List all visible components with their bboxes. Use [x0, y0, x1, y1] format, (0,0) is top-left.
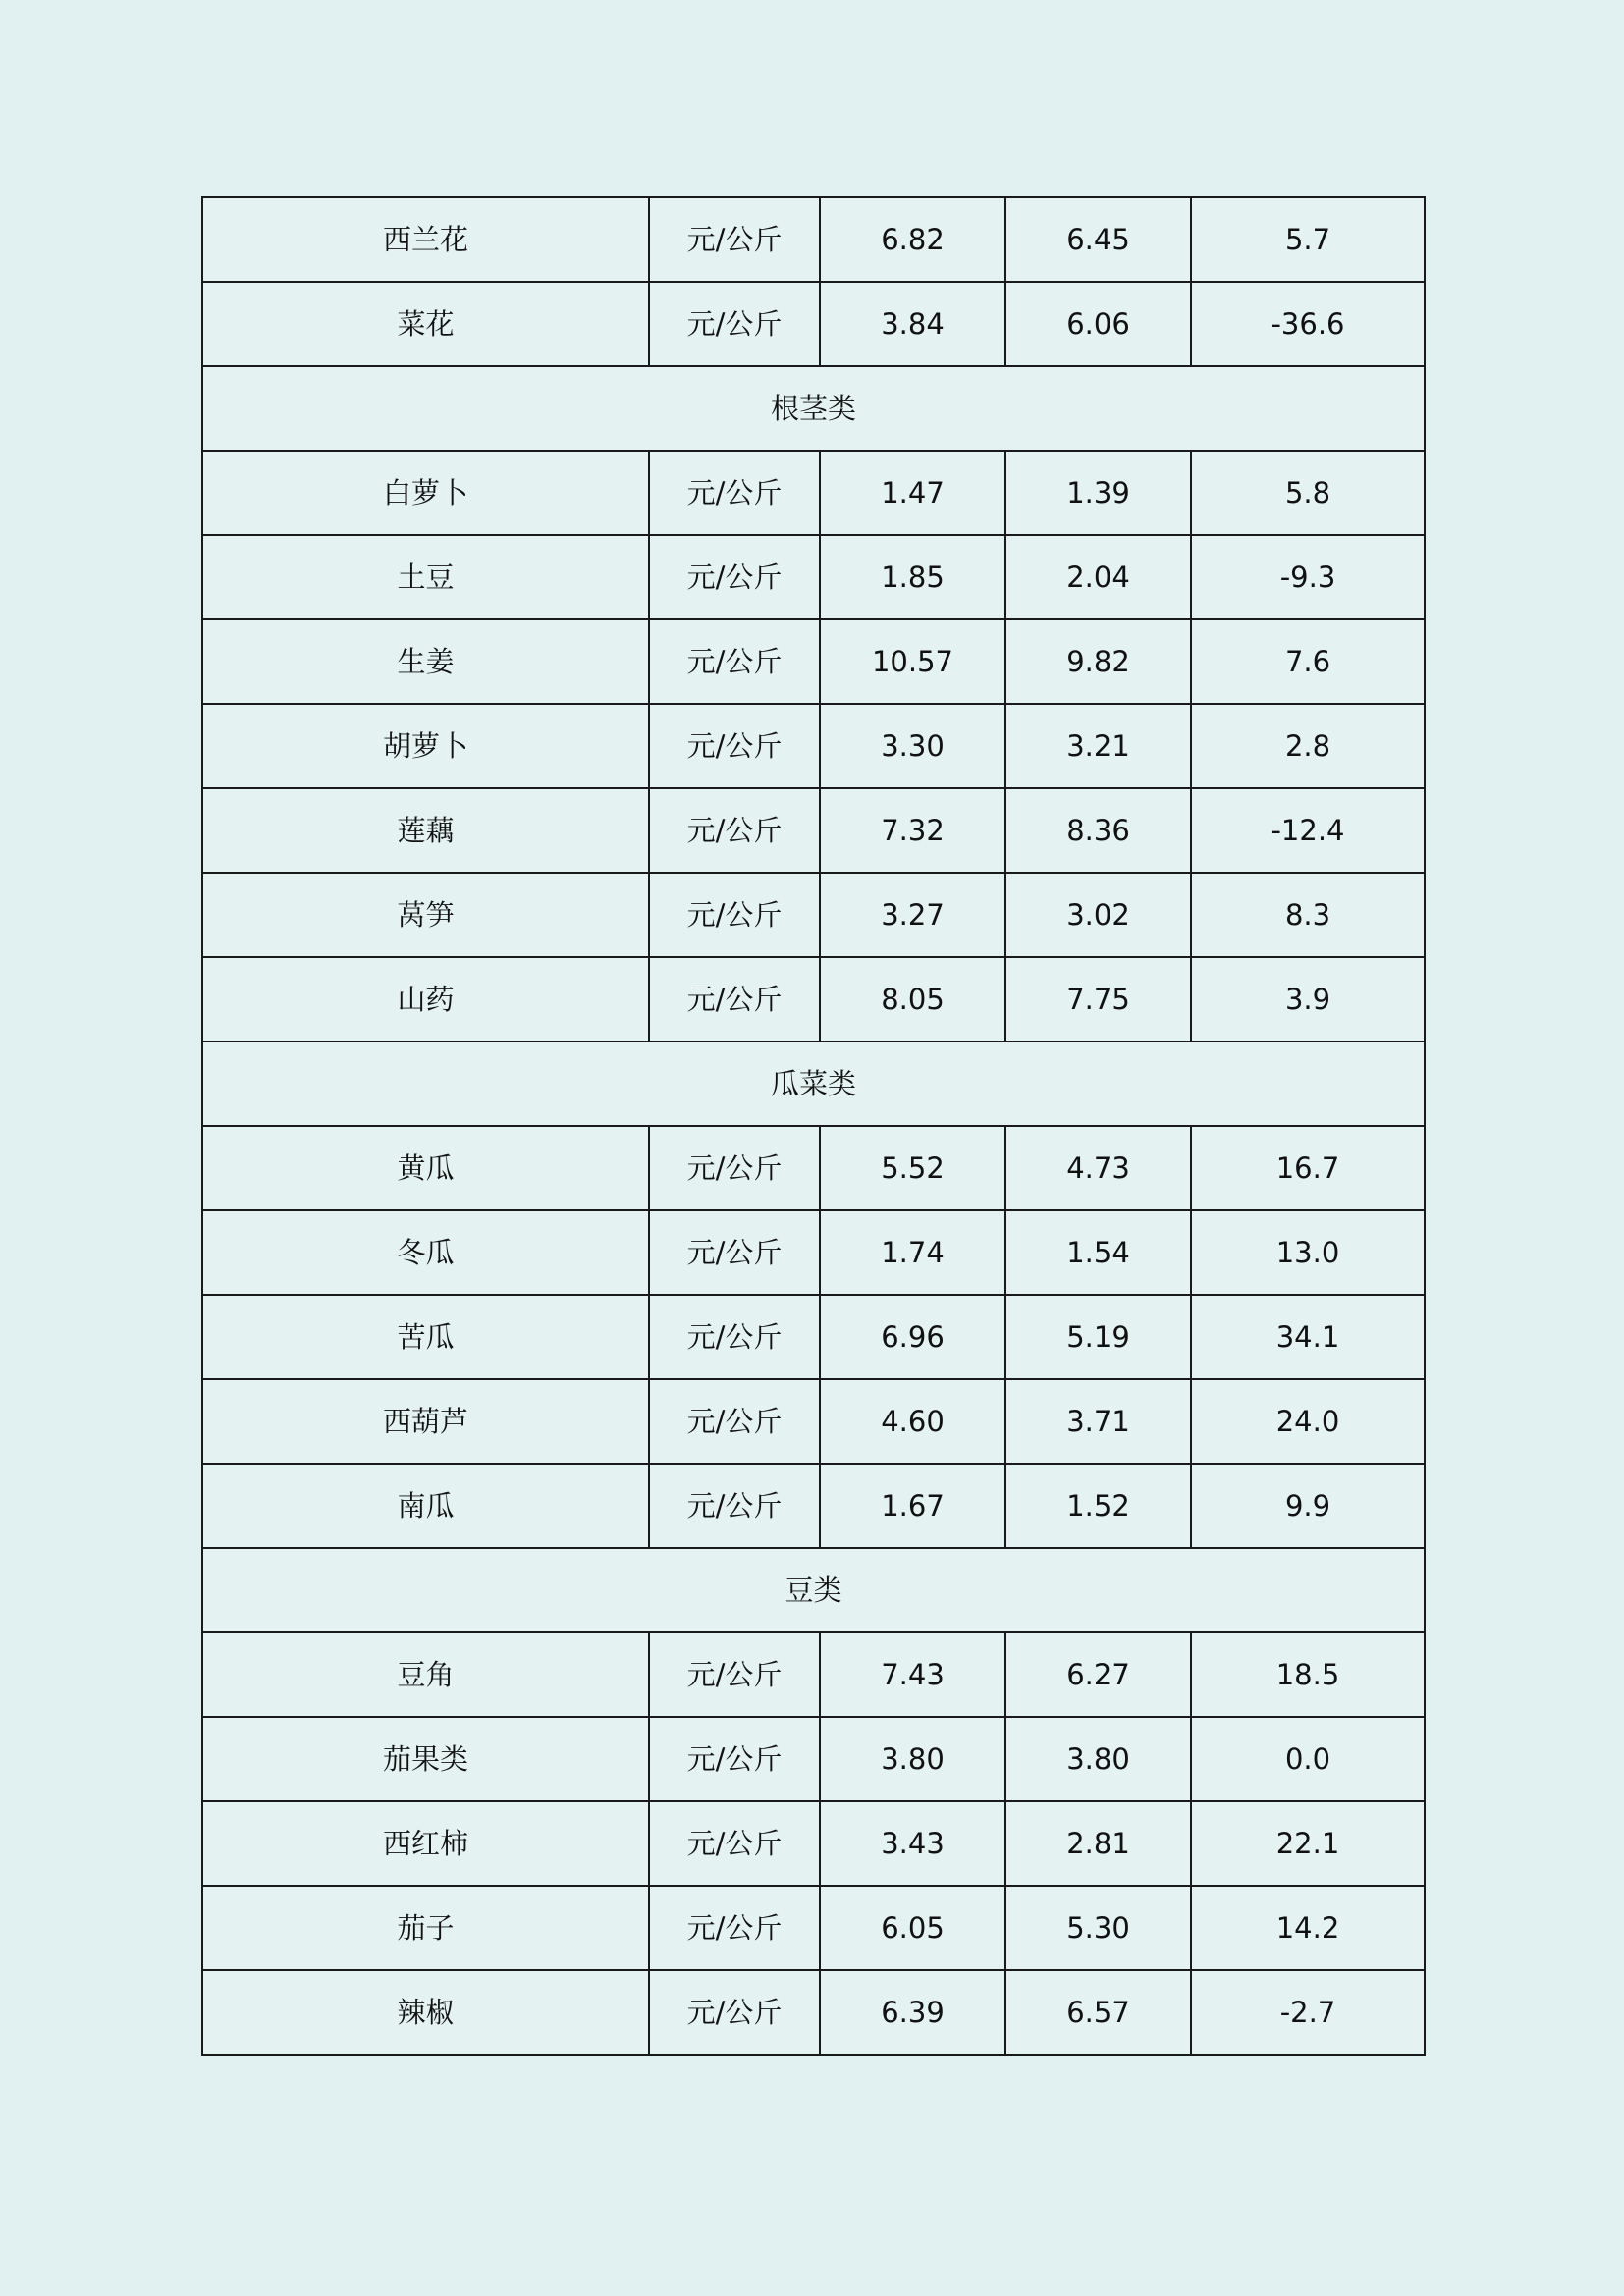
table-row [202, 1379, 1425, 1464]
table-row [202, 1970, 1425, 2055]
table-row [202, 1464, 1425, 1548]
table-row [202, 1801, 1425, 1886]
previous-price-cell: 1.52 [1005, 1464, 1191, 1548]
current-price-cell: 3.84 [820, 282, 1005, 366]
change-percent-cell: 22.1 [1191, 1801, 1425, 1886]
category-label: 瓜菜类 [202, 1041, 1425, 1126]
previous-price-cell: 9.82 [1005, 619, 1191, 704]
item-name-cell: 西葫芦 [202, 1379, 649, 1464]
table-row [202, 957, 1425, 1041]
previous-price-cell: 3.71 [1005, 1379, 1191, 1464]
table-row [202, 451, 1425, 535]
unit-cell: 元/公斤 [649, 704, 820, 788]
previous-price-cell: 5.19 [1005, 1295, 1191, 1379]
unit-cell: 元/公斤 [649, 619, 820, 704]
unit-cell: 元/公斤 [649, 451, 820, 535]
previous-price-cell: 4.73 [1005, 1126, 1191, 1210]
table-row [202, 704, 1425, 788]
change-percent-cell: 0.0 [1191, 1717, 1425, 1801]
change-percent-cell: 5.8 [1191, 451, 1425, 535]
table-row [202, 1295, 1425, 1379]
unit-cell: 元/公斤 [649, 1295, 820, 1379]
current-price-cell: 3.30 [820, 704, 1005, 788]
change-percent-cell: 7.6 [1191, 619, 1425, 704]
item-name-cell: 冬瓜 [202, 1210, 649, 1295]
change-percent-cell: 2.8 [1191, 704, 1425, 788]
change-percent-cell: 13.0 [1191, 1210, 1425, 1295]
category-label: 根茎类 [202, 366, 1425, 451]
category-row [202, 366, 1425, 451]
unit-cell: 元/公斤 [649, 1464, 820, 1548]
item-name-cell: 黄瓜 [202, 1126, 649, 1210]
unit-cell: 元/公斤 [649, 1970, 820, 2055]
category-row [202, 1041, 1425, 1126]
current-price-cell: 10.57 [820, 619, 1005, 704]
current-price-cell: 7.43 [820, 1632, 1005, 1717]
table-row [202, 197, 1425, 282]
unit-cell: 元/公斤 [649, 535, 820, 619]
price-table-body [202, 197, 1425, 2055]
previous-price-cell: 8.36 [1005, 788, 1191, 873]
unit-cell: 元/公斤 [649, 1717, 820, 1801]
unit-cell: 元/公斤 [649, 1886, 820, 1970]
current-price-cell: 6.39 [820, 1970, 1005, 2055]
previous-price-cell: 3.80 [1005, 1717, 1191, 1801]
item-name-cell: 生姜 [202, 619, 649, 704]
previous-price-cell: 6.06 [1005, 282, 1191, 366]
change-percent-cell: 16.7 [1191, 1126, 1425, 1210]
current-price-cell: 1.47 [820, 451, 1005, 535]
table-row [202, 1210, 1425, 1295]
item-name-cell: 西兰花 [202, 197, 649, 282]
previous-price-cell: 1.54 [1005, 1210, 1191, 1295]
change-percent-cell: -12.4 [1191, 788, 1425, 873]
current-price-cell: 1.85 [820, 535, 1005, 619]
current-price-cell: 3.43 [820, 1801, 1005, 1886]
unit-cell: 元/公斤 [649, 1210, 820, 1295]
previous-price-cell: 2.81 [1005, 1801, 1191, 1886]
unit-cell: 元/公斤 [649, 1801, 820, 1886]
change-percent-cell: 18.5 [1191, 1632, 1425, 1717]
table-row [202, 282, 1425, 366]
item-name-cell: 土豆 [202, 535, 649, 619]
change-percent-cell: -9.3 [1191, 535, 1425, 619]
category-label: 豆类 [202, 1548, 1425, 1632]
item-name-cell: 苦瓜 [202, 1295, 649, 1379]
previous-price-cell: 6.45 [1005, 197, 1191, 282]
change-percent-cell: 14.2 [1191, 1886, 1425, 1970]
change-percent-cell: 34.1 [1191, 1295, 1425, 1379]
current-price-cell: 5.52 [820, 1126, 1005, 1210]
unit-cell: 元/公斤 [649, 1379, 820, 1464]
current-price-cell: 1.67 [820, 1464, 1005, 1548]
previous-price-cell: 3.21 [1005, 704, 1191, 788]
item-name-cell: 茄果类 [202, 1717, 649, 1801]
previous-price-cell: 5.30 [1005, 1886, 1191, 1970]
unit-cell: 元/公斤 [649, 957, 820, 1041]
change-percent-cell: 8.3 [1191, 873, 1425, 957]
unit-cell: 元/公斤 [649, 1126, 820, 1210]
unit-cell: 元/公斤 [649, 788, 820, 873]
previous-price-cell: 6.27 [1005, 1632, 1191, 1717]
item-name-cell: 茄子 [202, 1886, 649, 1970]
category-row [202, 1548, 1425, 1632]
item-name-cell: 菜花 [202, 282, 649, 366]
table-row [202, 788, 1425, 873]
table-row [202, 873, 1425, 957]
current-price-cell: 7.32 [820, 788, 1005, 873]
item-name-cell: 西红柿 [202, 1801, 649, 1886]
item-name-cell: 莴笋 [202, 873, 649, 957]
unit-cell: 元/公斤 [649, 197, 820, 282]
current-price-cell: 4.60 [820, 1379, 1005, 1464]
current-price-cell: 6.96 [820, 1295, 1005, 1379]
change-percent-cell: 5.7 [1191, 197, 1425, 282]
item-name-cell: 辣椒 [202, 1970, 649, 2055]
change-percent-cell: -2.7 [1191, 1970, 1425, 2055]
table-row [202, 1126, 1425, 1210]
current-price-cell: 3.80 [820, 1717, 1005, 1801]
item-name-cell: 南瓜 [202, 1464, 649, 1548]
current-price-cell: 6.82 [820, 197, 1005, 282]
current-price-cell: 8.05 [820, 957, 1005, 1041]
change-percent-cell: -36.6 [1191, 282, 1425, 366]
change-percent-cell: 3.9 [1191, 957, 1425, 1041]
change-percent-cell: 9.9 [1191, 1464, 1425, 1548]
unit-cell: 元/公斤 [649, 873, 820, 957]
previous-price-cell: 1.39 [1005, 451, 1191, 535]
unit-cell: 元/公斤 [649, 1632, 820, 1717]
table-row [202, 619, 1425, 704]
previous-price-cell: 6.57 [1005, 1970, 1191, 2055]
change-percent-cell: 24.0 [1191, 1379, 1425, 1464]
item-name-cell: 白萝卜 [202, 451, 649, 535]
item-name-cell: 山药 [202, 957, 649, 1041]
price-table [201, 196, 1426, 2056]
current-price-cell: 6.05 [820, 1886, 1005, 1970]
table-row [202, 1717, 1425, 1801]
current-price-cell: 3.27 [820, 873, 1005, 957]
unit-cell: 元/公斤 [649, 282, 820, 366]
table-row [202, 1632, 1425, 1717]
previous-price-cell: 7.75 [1005, 957, 1191, 1041]
item-name-cell: 莲藕 [202, 788, 649, 873]
table-row [202, 1886, 1425, 1970]
previous-price-cell: 3.02 [1005, 873, 1191, 957]
previous-price-cell: 2.04 [1005, 535, 1191, 619]
item-name-cell: 胡萝卜 [202, 704, 649, 788]
item-name-cell: 豆角 [202, 1632, 649, 1717]
table-row [202, 535, 1425, 619]
current-price-cell: 1.74 [820, 1210, 1005, 1295]
